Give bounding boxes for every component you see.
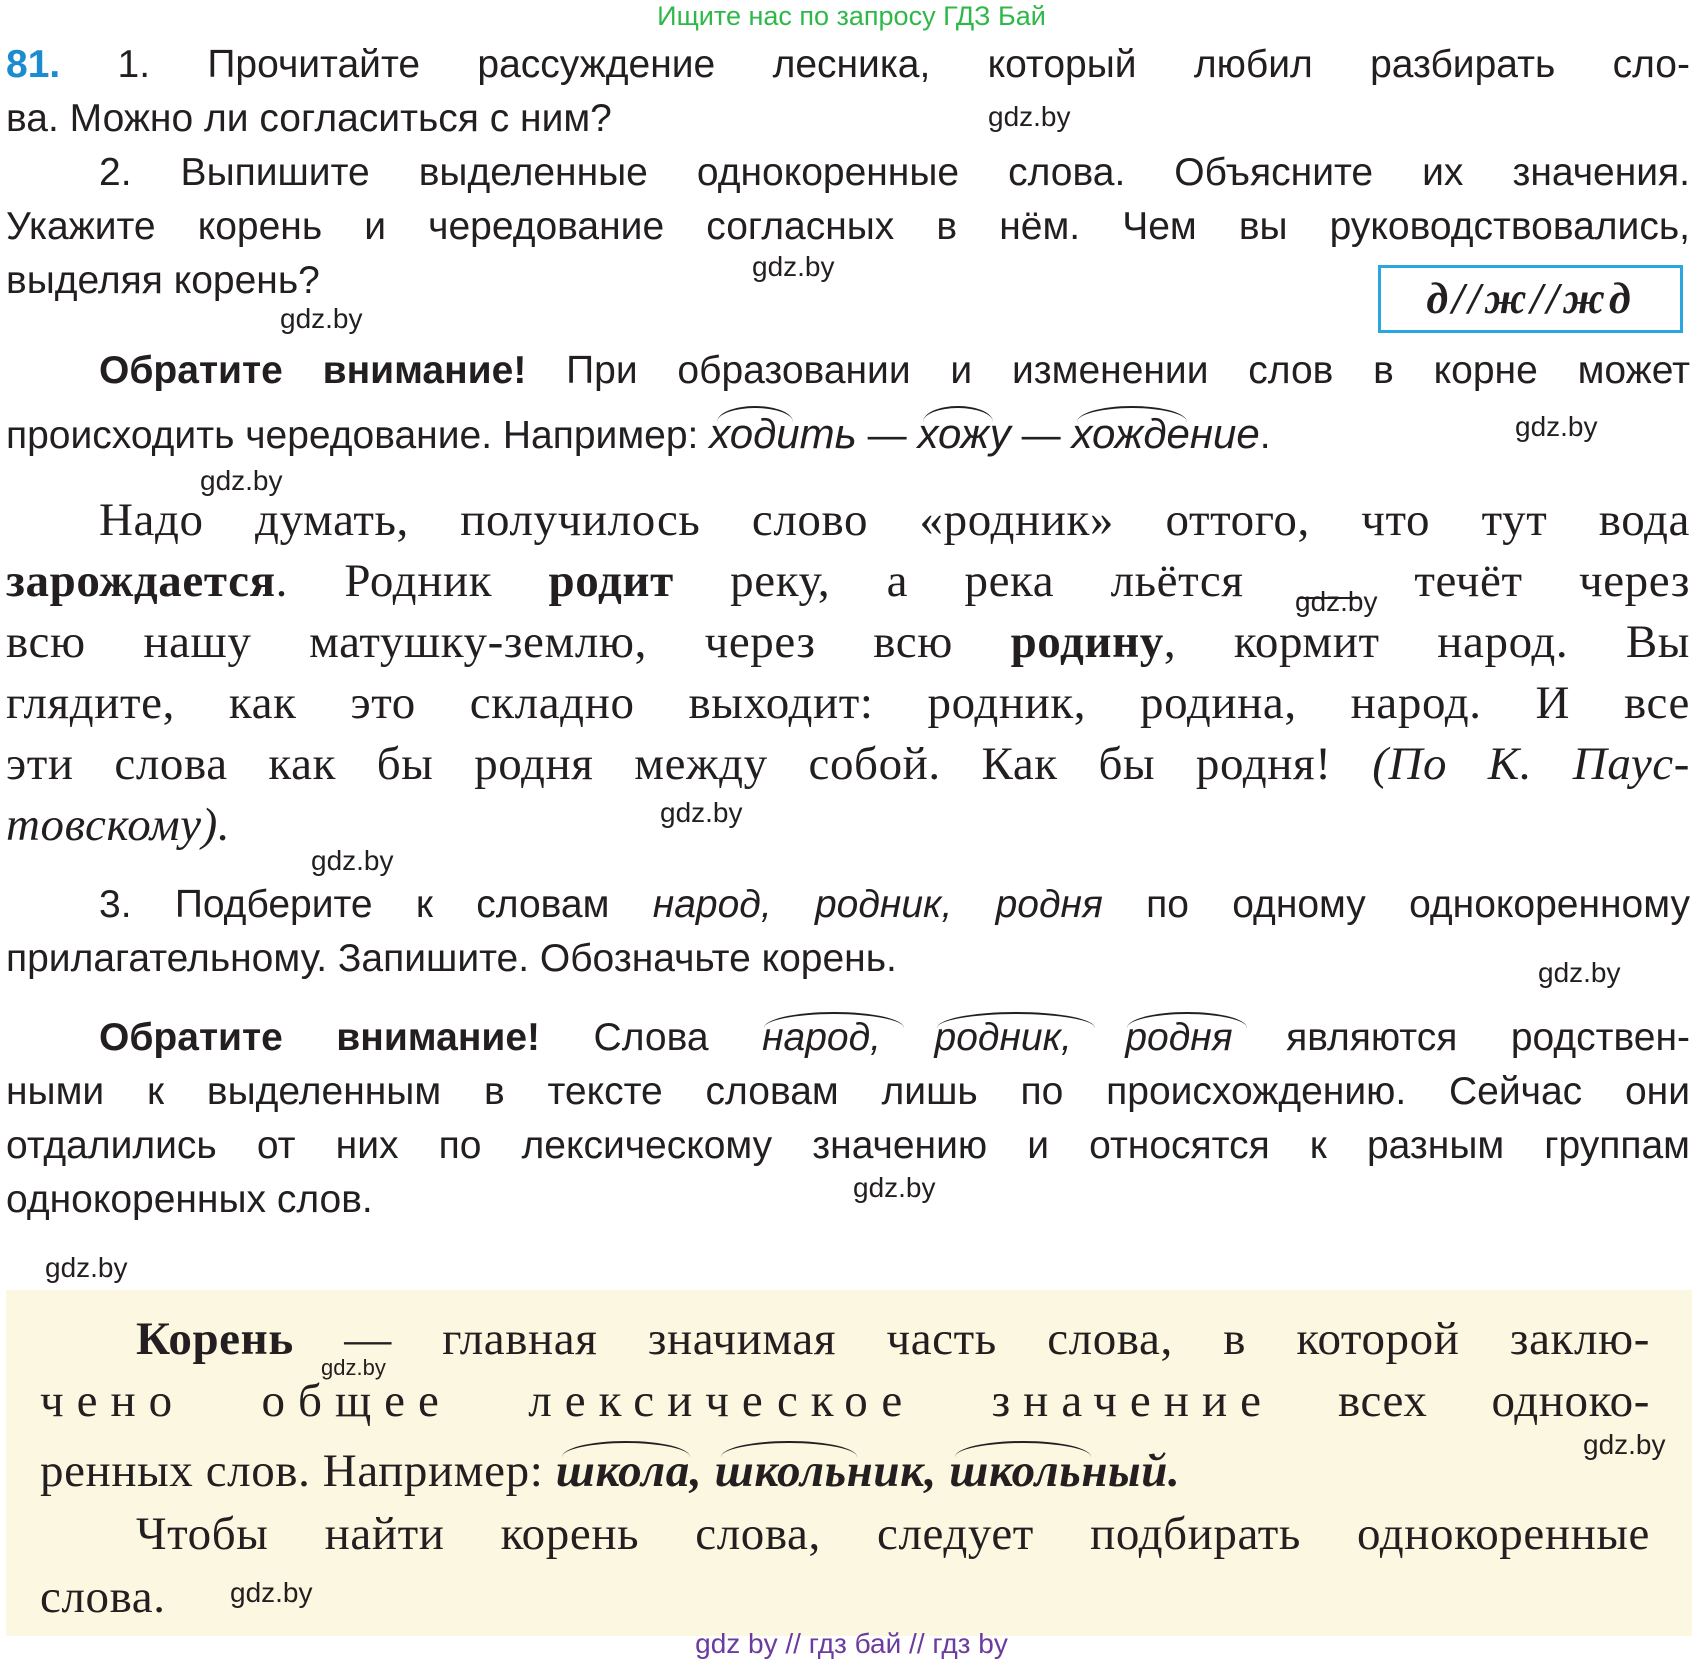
rule-line1 bbox=[40, 1309, 1650, 1370]
example-word-2: хожу bbox=[917, 410, 1010, 457]
text-line1: Надо думать, получилось слово «родник» оттого, что тут вода bbox=[99, 494, 1690, 546]
task3-line2: прилагательному. Запишите. Обозначьте корень. bbox=[6, 937, 897, 980]
rule-line5: слова. bbox=[40, 1571, 166, 1623]
note2-word-3: родня bbox=[1125, 1016, 1232, 1059]
example-word-1: ходить bbox=[709, 410, 857, 457]
text-part: по одному однокоренному bbox=[1146, 883, 1690, 926]
text-part: — главная значимая часть слова, в которой заклю- bbox=[344, 1313, 1650, 1365]
text-part: . Родник bbox=[275, 555, 493, 607]
task1-text-1: 1. Прочитайте рассуждение лесника, который любил разбирать сло- bbox=[117, 43, 1690, 86]
text-part: всю нашу матушку-землю, через всю bbox=[6, 616, 953, 668]
task2-line2: Укажите корень и чередование согласных в нём. Чем вы руководствовались, bbox=[6, 205, 1690, 248]
task2-line1: 2. Выпишите выделенные однокоренные слова. Объясните их значения. bbox=[99, 151, 1690, 194]
exercise-number: 81. bbox=[6, 43, 61, 86]
text-part: 3. Подберите к словам bbox=[99, 883, 610, 926]
watermark: gdz.by bbox=[1583, 1429, 1666, 1460]
watermark: gdz.by bbox=[230, 1577, 313, 1608]
rule-example-1: школа, bbox=[556, 1445, 702, 1497]
task3-line1 bbox=[6, 878, 1690, 932]
bold-word-3: родину bbox=[1010, 616, 1164, 668]
note1-line2 bbox=[6, 407, 1271, 463]
bold-word-1: зарождается bbox=[6, 555, 276, 607]
watermark: gdz.by bbox=[1515, 411, 1598, 442]
rule-term: Корень bbox=[136, 1313, 294, 1365]
text-line3 bbox=[6, 612, 1690, 673]
watermark: gdz.by bbox=[752, 251, 835, 282]
note1-line1 bbox=[6, 344, 1690, 398]
alternation-box: д//ж//жд bbox=[1378, 265, 1683, 333]
note2-word-1: народ, bbox=[762, 1016, 881, 1059]
text-line4: глядите, как это складно выходит: родник, родина, народ. И все bbox=[6, 677, 1690, 729]
text-part: течёт через bbox=[1414, 555, 1690, 607]
note2-heading: Обратите внимание! bbox=[99, 1016, 541, 1059]
text-part: всех одноко- bbox=[1337, 1375, 1650, 1427]
note1-heading: Обратите внимание! bbox=[99, 349, 527, 392]
text-part: являются родствен- bbox=[1286, 1016, 1690, 1059]
note2-line2: ными к выделенным в тексте словам лишь по происхождению. Сейчас они bbox=[6, 1070, 1690, 1113]
watermark: gdz.by bbox=[200, 465, 283, 496]
text-part: эти слова как бы родня между собой. Как бы родня! bbox=[6, 738, 1332, 790]
text-part: реку, а река льётся bbox=[730, 555, 1244, 607]
text-part: , кормит народ. Вы bbox=[1163, 616, 1690, 668]
text-line2 bbox=[6, 551, 1690, 612]
author-attribution: (По К. Пауc- bbox=[1372, 738, 1691, 790]
rule-line3 bbox=[40, 1441, 1180, 1502]
rule-example-3: школьный. bbox=[949, 1445, 1180, 1497]
note2-line1 bbox=[6, 1011, 1690, 1065]
dash-1: — bbox=[867, 414, 907, 457]
rule-line2 bbox=[40, 1371, 1650, 1432]
watermark: gdz.by bbox=[45, 1252, 128, 1283]
watermark: gdz.by bbox=[321, 1355, 386, 1380]
rule-line4: Чтобы найти корень слова, следует подбирать однокоренные bbox=[136, 1508, 1650, 1560]
task1-line2: ва. Можно ли согласиться с ним? bbox=[6, 97, 612, 140]
rule-example-2: школьник, bbox=[715, 1445, 937, 1497]
watermark: gdz.by bbox=[1295, 586, 1378, 617]
watermark: gdz.by bbox=[1538, 957, 1621, 988]
text-line5 bbox=[6, 734, 1690, 795]
period: . bbox=[1259, 414, 1271, 457]
text-line6 bbox=[6, 795, 230, 856]
dash-2: — bbox=[1021, 414, 1061, 457]
watermark: gdz.by bbox=[280, 303, 363, 334]
task1-line1 bbox=[6, 38, 1690, 92]
task3-words: народ, родник, родня bbox=[652, 883, 1103, 926]
footer-credits: gdz by // гдз бай // гдз by bbox=[695, 1628, 1008, 1659]
note2-word-2: родник, bbox=[935, 1016, 1072, 1059]
note1-text: При образовании и изменении слов в корне может bbox=[566, 349, 1690, 392]
note2-line4: однокоренных слов. bbox=[6, 1178, 373, 1221]
task2-line3: выделяя корень? bbox=[6, 259, 320, 302]
watermark: gdz.by bbox=[660, 797, 743, 828]
note1-prefix: происходить чередование. Например: bbox=[6, 414, 699, 457]
text-part: Слова bbox=[593, 1016, 709, 1059]
top-banner: Ищите нас по запросу ГДЗ Бай bbox=[657, 1, 1046, 31]
watermark: gdz.by bbox=[853, 1172, 936, 1203]
watermark: gdz.by bbox=[988, 101, 1071, 132]
bold-word-2: родит bbox=[548, 555, 674, 607]
note2-line3: отдалились от них по лексическому значению и относятся к разным группам bbox=[6, 1124, 1690, 1167]
author-attribution-end: товскому). bbox=[6, 799, 231, 851]
example-word-3: хождение bbox=[1071, 410, 1259, 457]
text-part: ренных слов. Например: bbox=[40, 1445, 544, 1497]
rule-spaced-text: чено общее лексическое значение bbox=[40, 1375, 1274, 1427]
watermark: gdz.by bbox=[311, 845, 394, 876]
